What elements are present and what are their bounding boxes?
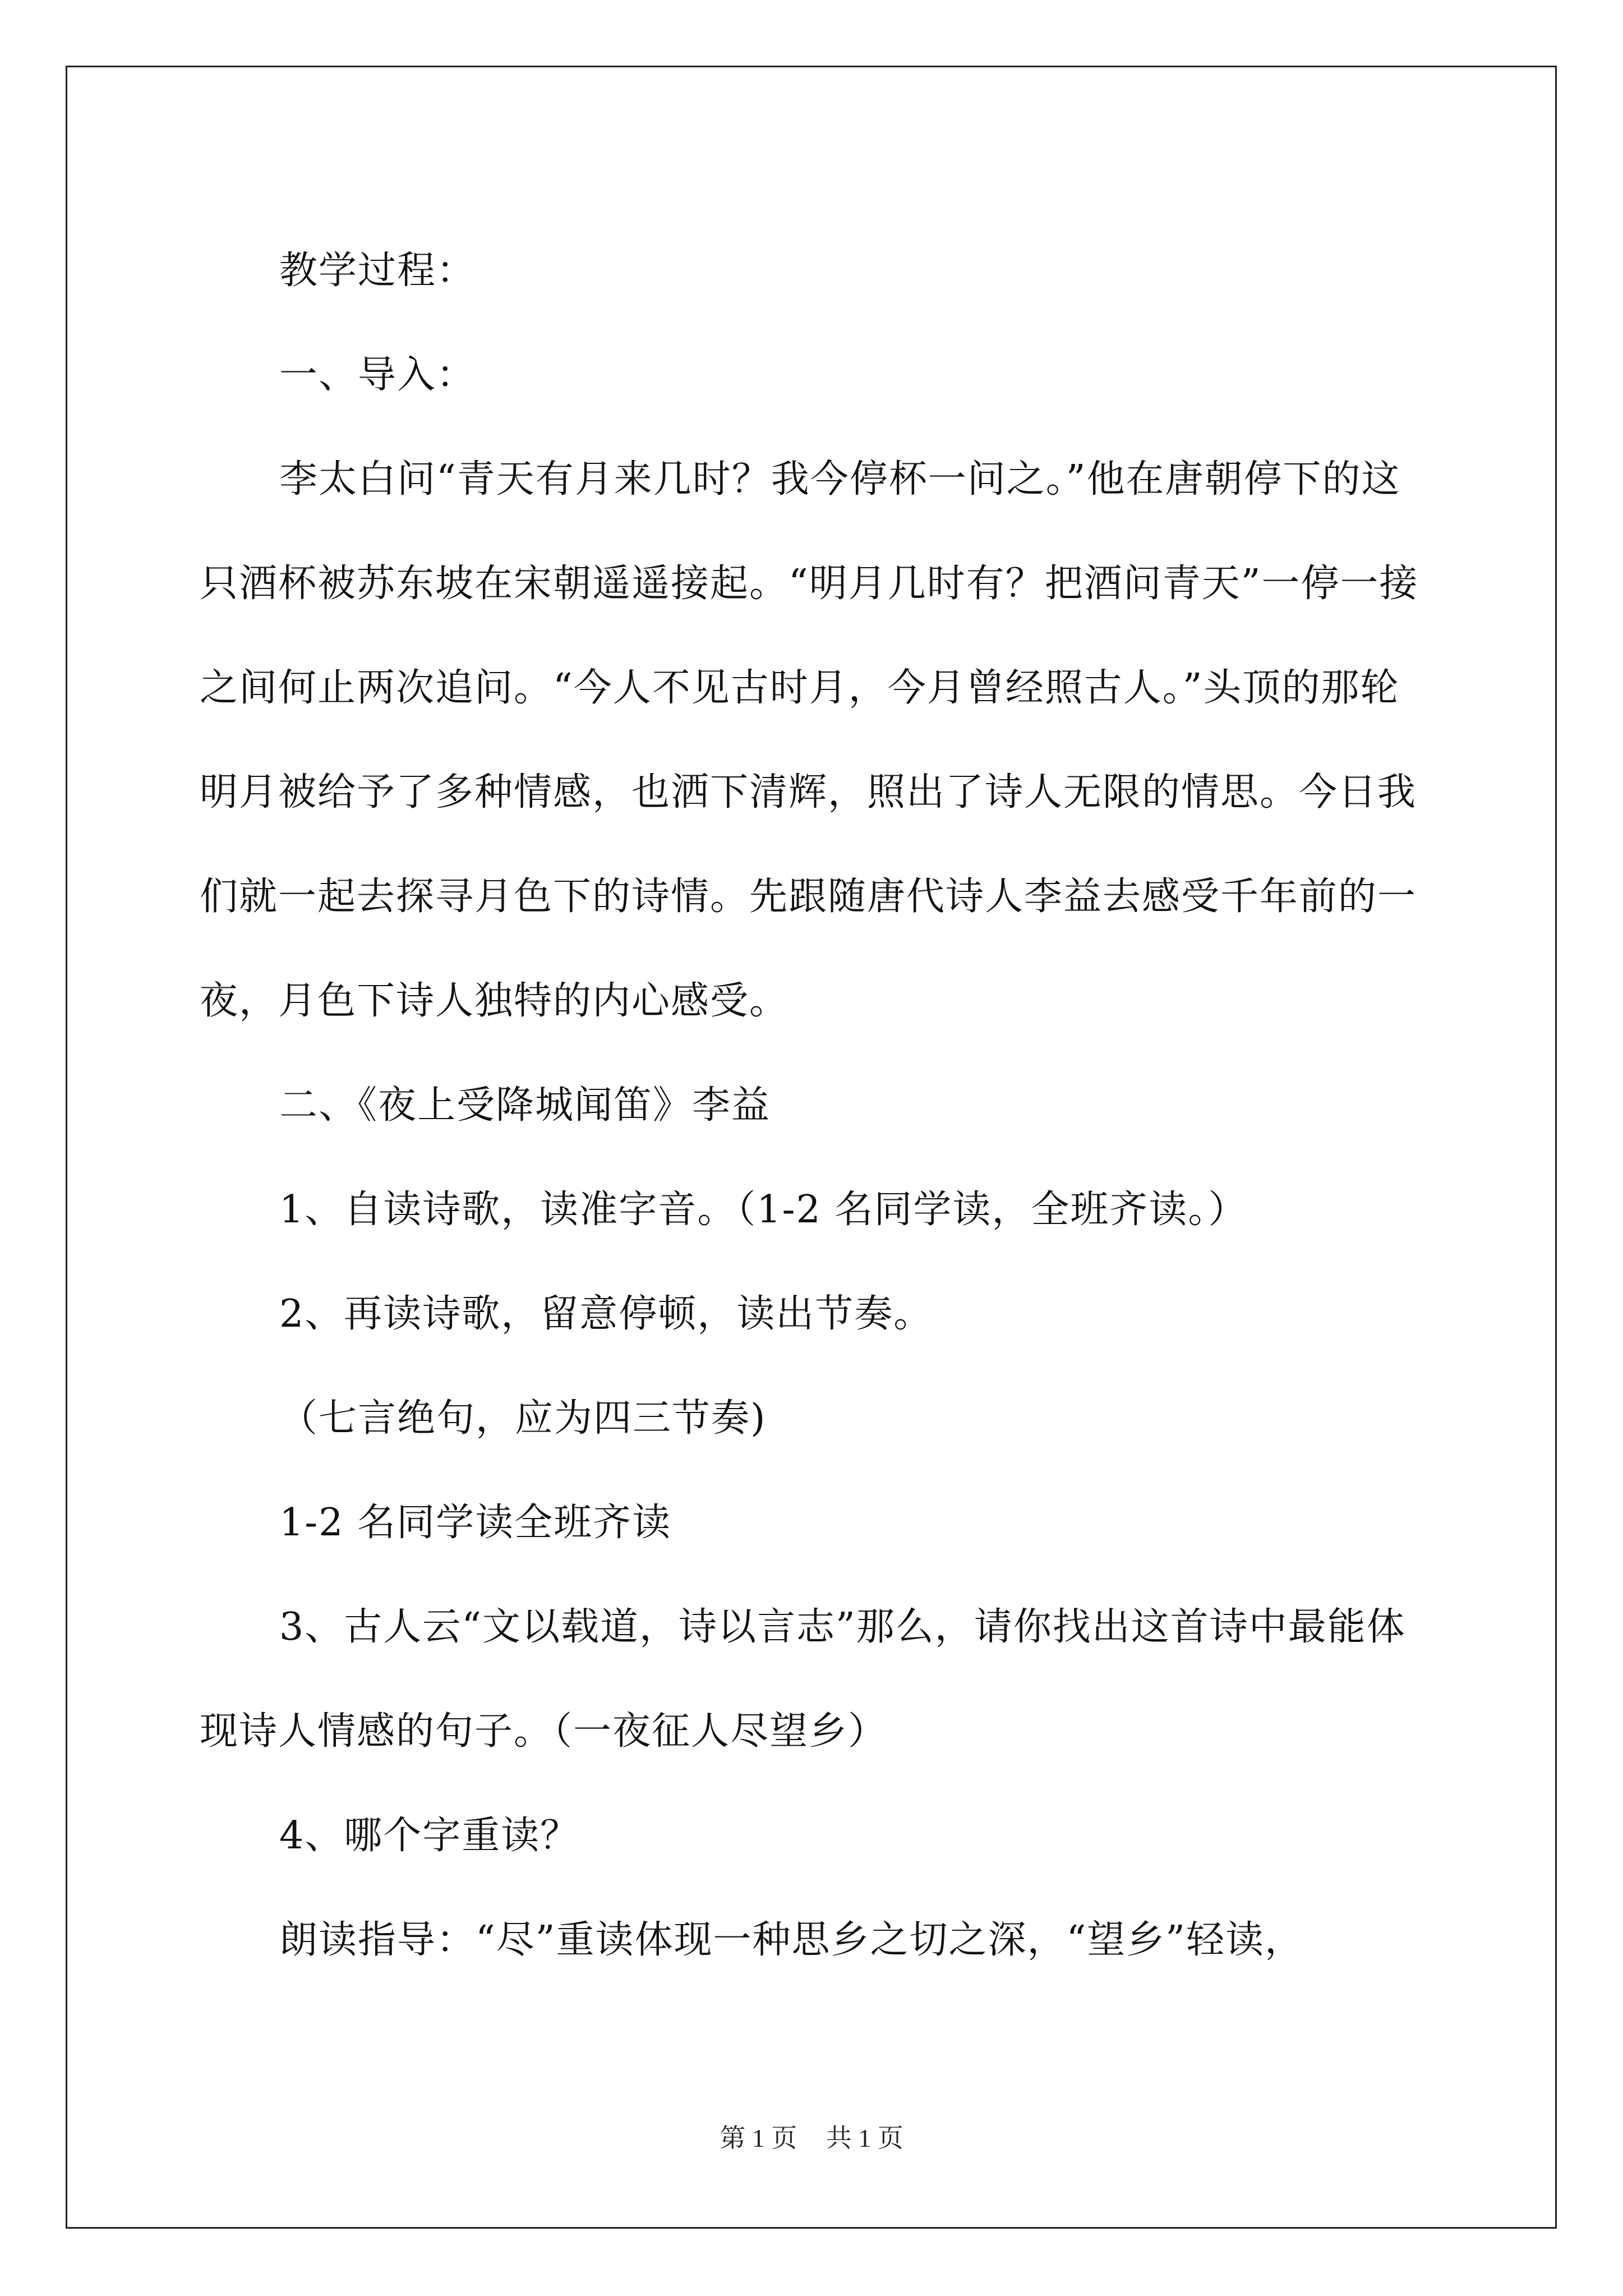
step-1-text: 1、自读诗歌，读准字音。（1-2 名同学读，全班齐读。） [279,1188,1248,1232]
step-4-text: 4、哪个字重读？ [279,1814,580,1858]
page-number-total: 共 1 页 [826,2124,903,2152]
section-heading-poem: 二、《夜上受降城闻笛》李益 [279,1083,771,1128]
page-footer [0,2118,1623,2155]
page-number-current: 第 1 页 [720,2124,797,2152]
document-body [200,219,1433,1993]
section-heading-process: 教学过程： [279,249,476,293]
section-heading-intro: 一、导入： [279,353,476,397]
paragraph-intro-text: 李太白问“青天有月来几时？我今停杯一问之。”他在唐朝停下的这只酒杯被苏东坡在宋朝遥遥接起。“明月几时有？把酒问青天”一停一接之间何止两次追问。“今人不见古时月，今月曾经照古人。”头顶的那轮明月被给予了多种情感，也洒下清辉，照出了诗人无限的情思。今日我们就一起去探寻月色下的诗情。先跟随唐代诗人李益去感受千年前的一夜，月色下诗人独特的内心感受。 [200,457,1419,1023]
step-3-text: 3、古人云“文以载道，诗以言志”那么，请你找出这首诗中最能体现诗人情感的句子。（一夜征人尽望乡） [200,1605,1406,1754]
reading-note: 1-2 名同学读全班齐读 [279,1501,672,1545]
rhythm-note: （七言绝句，应为四三节奏) [279,1396,767,1441]
reading-guidance-text: 朗读指导：“尽”重读体现一种思乡之切之深，“望乡”轻读， [279,1918,1304,1962]
step-2-text: 2、再读诗歌，留意停顿，读出节奏。 [279,1292,933,1336]
